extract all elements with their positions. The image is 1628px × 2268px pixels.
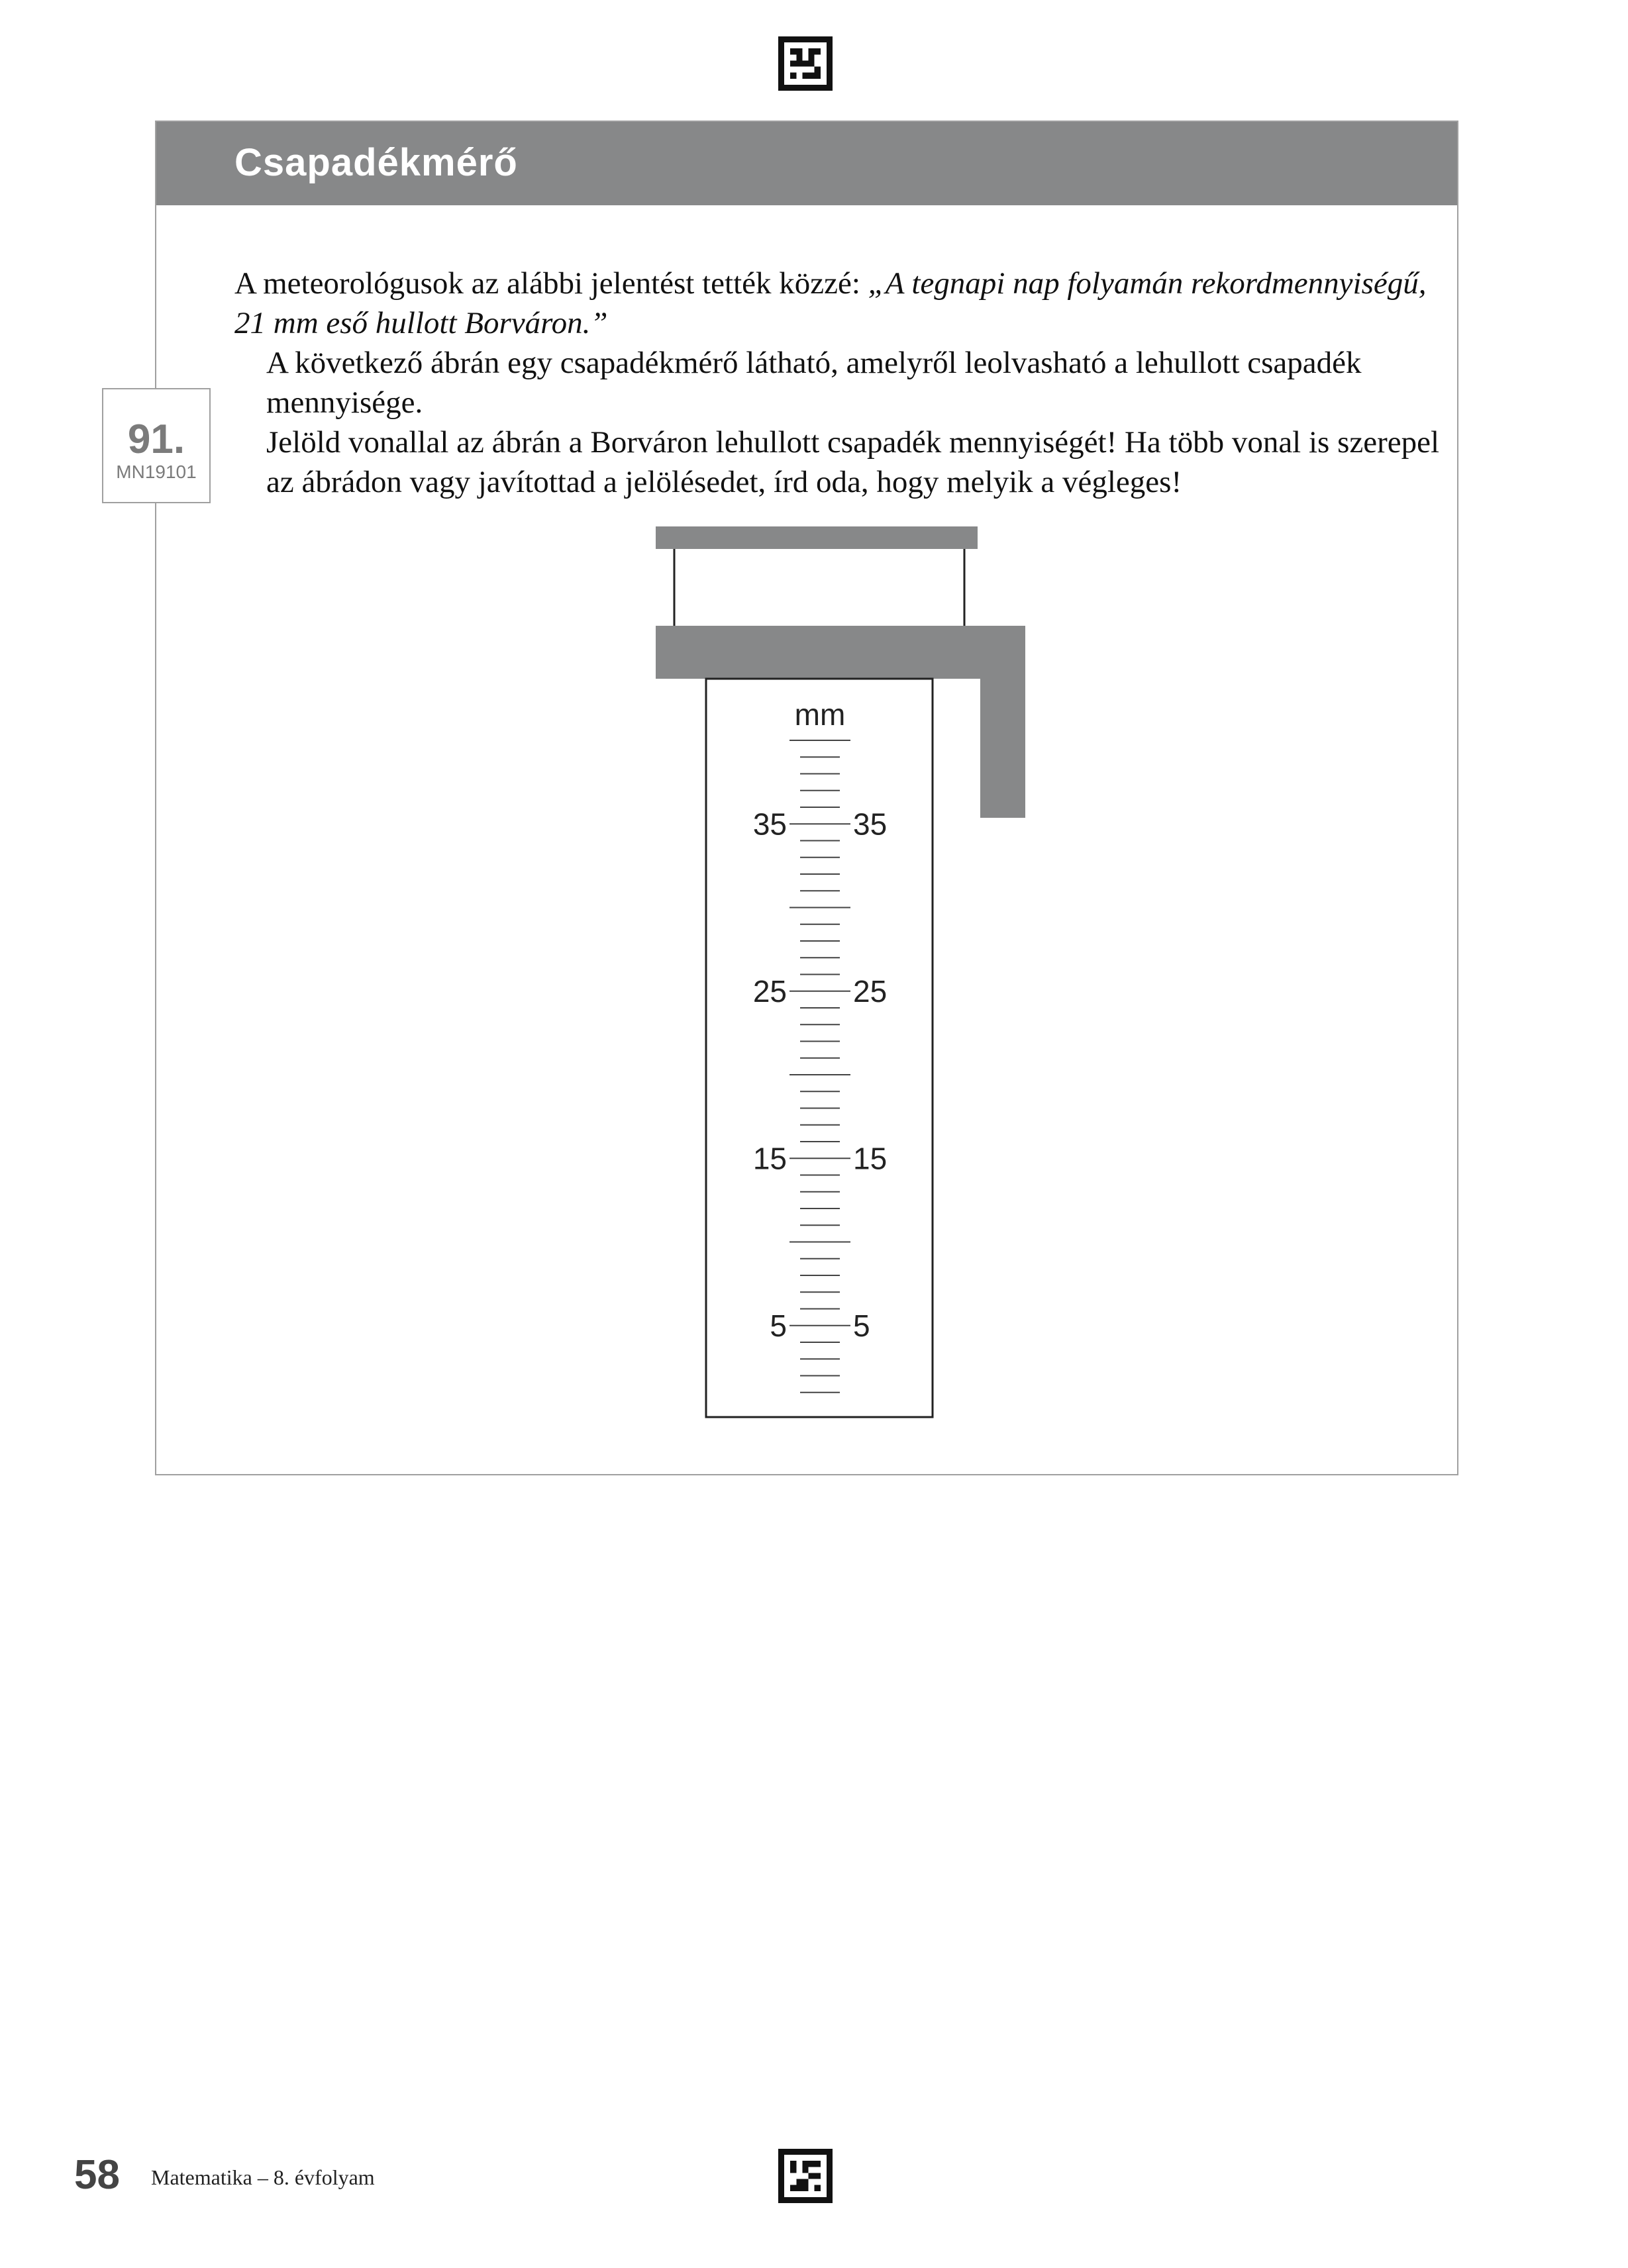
gauge-unit-label: mm [794,697,846,732]
scale-label-right: 25 [853,973,888,1009]
gauge-top-bar [656,526,978,549]
task-number-badge [102,388,211,503]
qr-code-icon [778,36,833,91]
scale-label-left: 15 [752,1141,787,1176]
gauge-frame-horizontal [656,626,1025,679]
task-header [156,122,1457,205]
intro-quote: „A tegnapi nap folyamán rekordmennyiségű, 21 mm eső hullott Borváron.” [234,266,1427,340]
gauge-frame-vertical [980,626,1025,818]
footer-text: Matematika – 8. évfolyam [151,2165,375,2189]
description-paragraph: A következő ábrán egy csapadékmérő látható, amelyről leolvasható a lehullott csapadék mennyisége. [266,346,1362,420]
scale-label-left: 25 [752,973,787,1009]
intro-plain: A meteorológusok az alábbi jelentést tették közzé: [234,266,868,301]
scale-label-right: 5 [853,1308,870,1343]
scale-label-left: 35 [752,807,787,842]
intro-paragraph [234,264,1440,343]
task-text [234,264,1440,502]
gauge-cylinder [706,679,933,1417]
rain-gauge-figure[interactable] [656,526,1053,1440]
task-number: 91. [127,417,185,462]
qr-code-icon [778,2149,833,2203]
task-code: MN19101 [116,462,197,482]
scale-label-left: 5 [770,1308,787,1343]
task-title: Csapadékmérő [234,141,518,184]
page-number: 58 [74,2152,120,2198]
instruction-paragraph: Jelöld vonallal az ábrán a Borváron lehullott csapadék mennyiségét! Ha több vonal is szerepel az ábrádon vagy javítottad a jelölésedet, írd oda, hogy melyik a végleges! [266,425,1440,499]
scale-label-right: 35 [853,807,888,842]
scale-label-right: 15 [853,1141,888,1176]
